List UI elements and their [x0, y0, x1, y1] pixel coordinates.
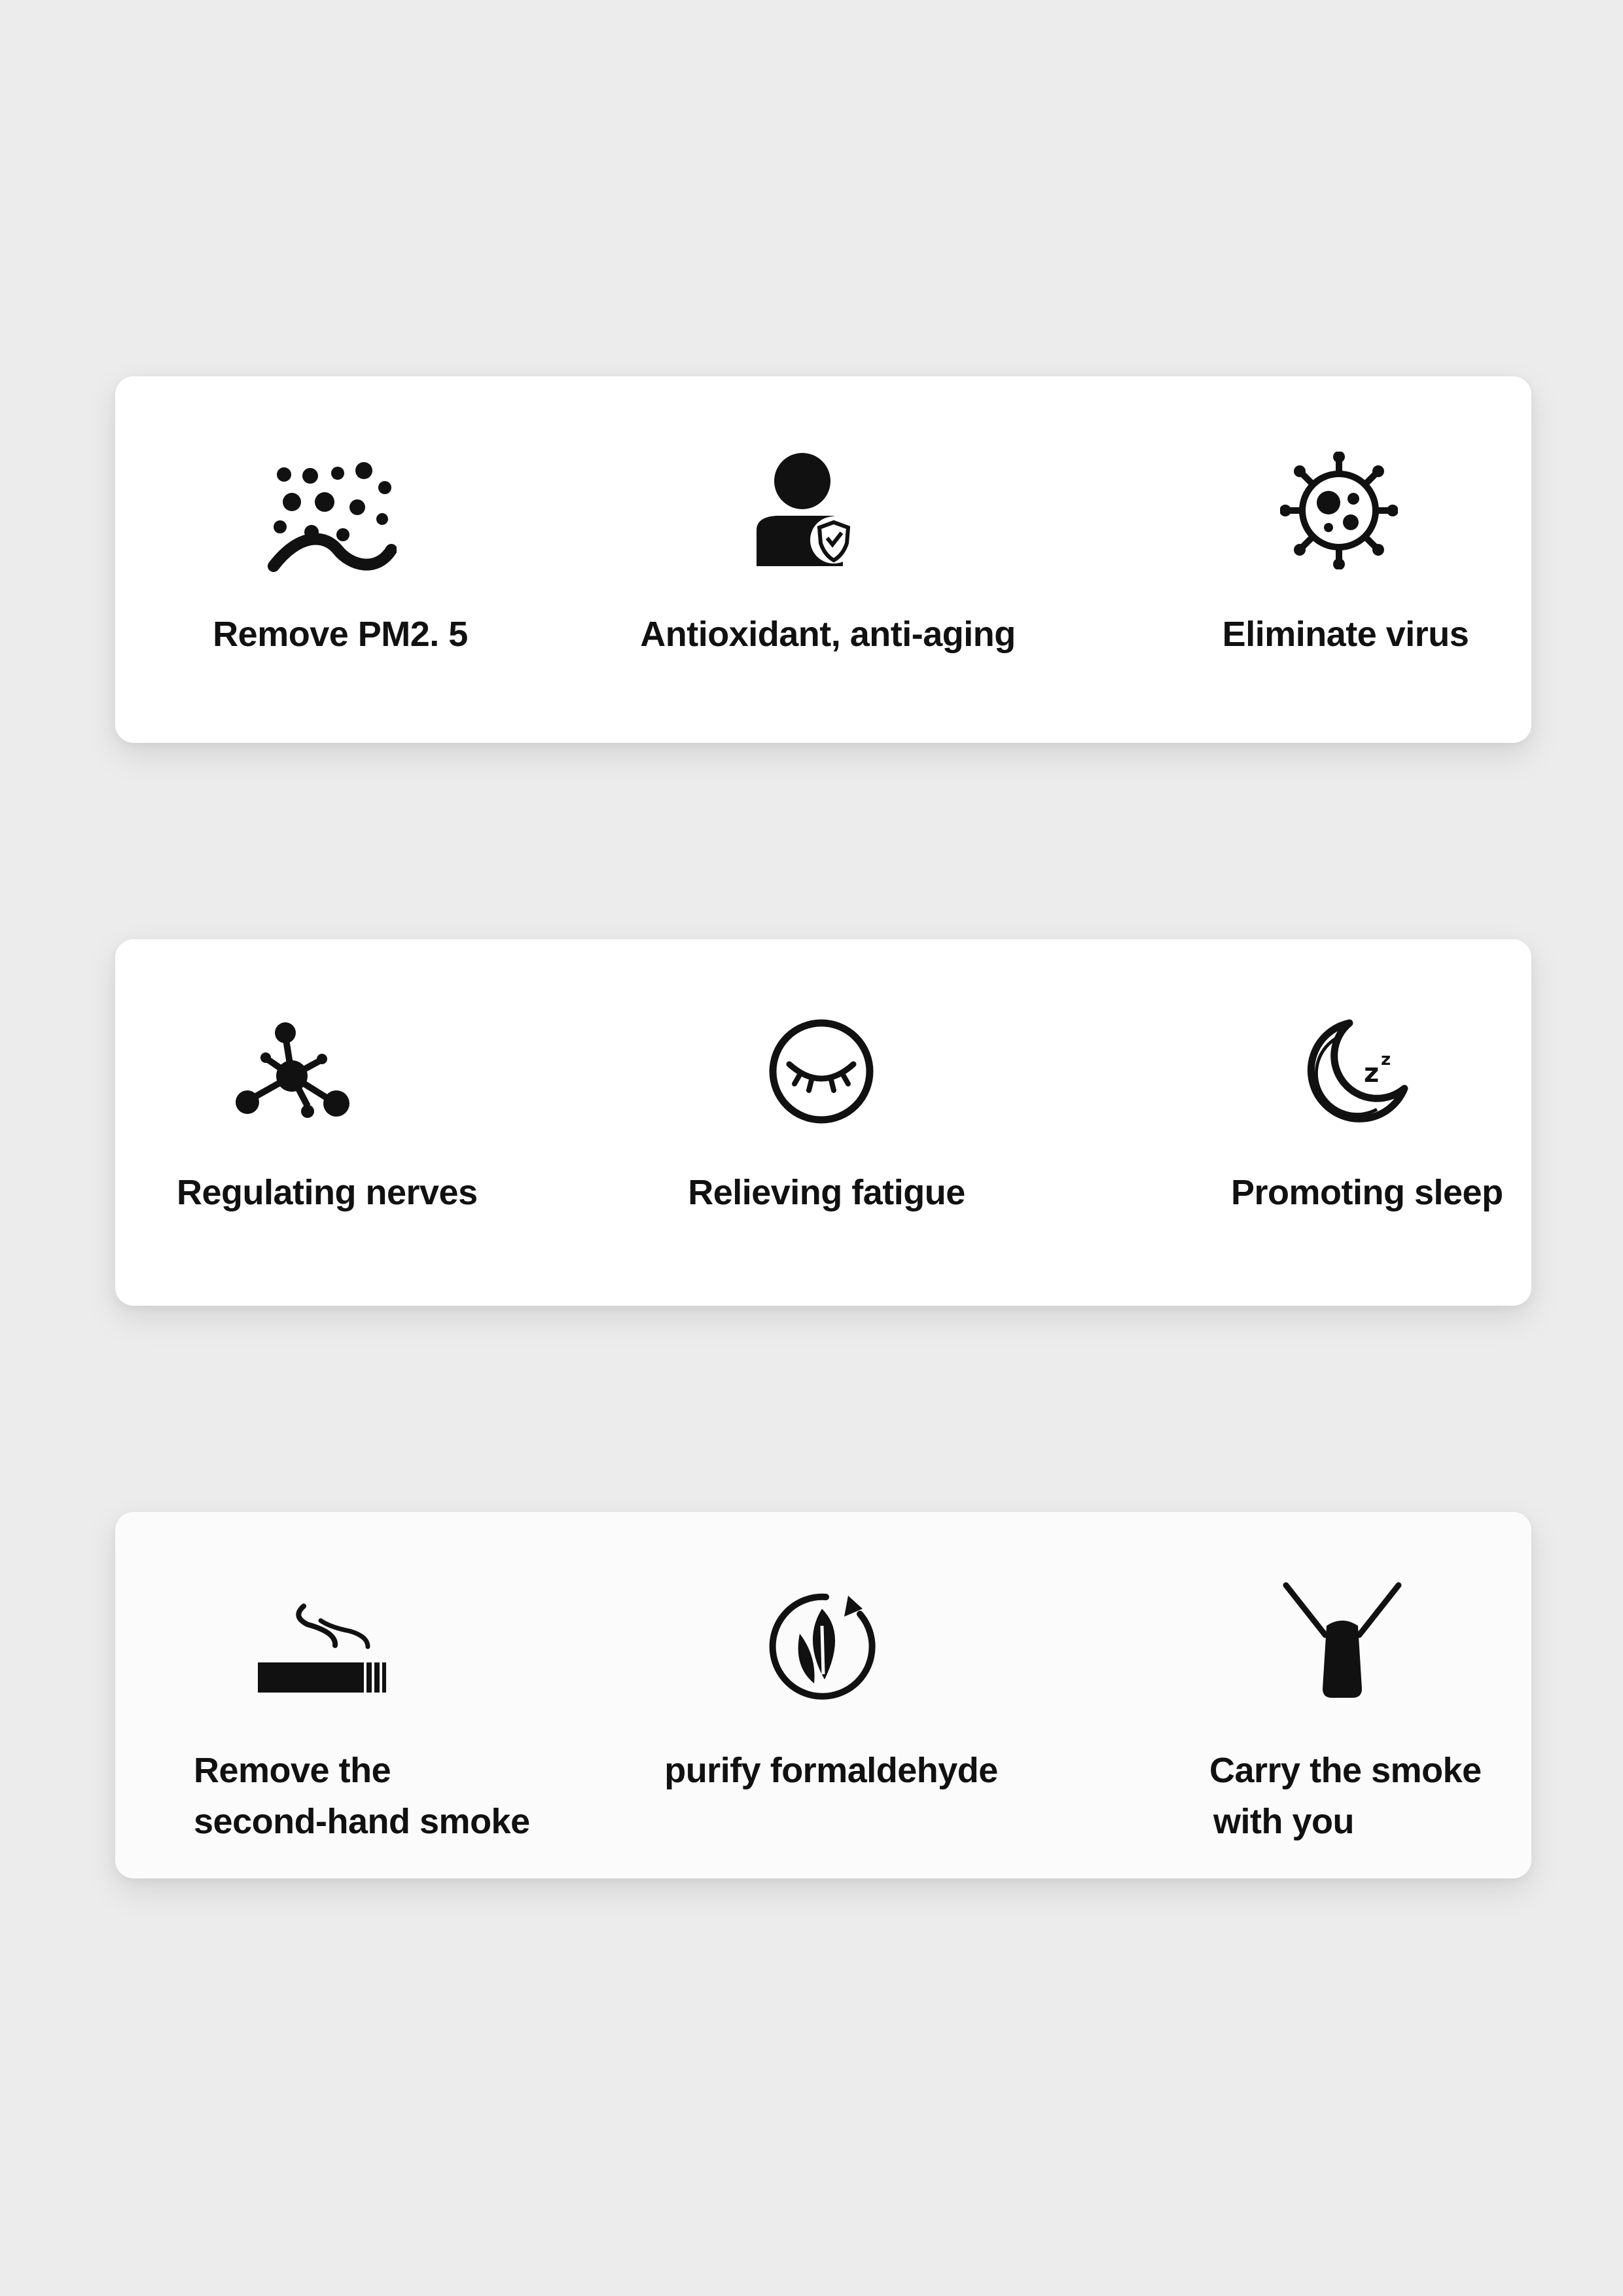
label-relieving-fatigue: Relieving fatigue [688, 1173, 965, 1212]
label-purify-formaldehyde: purify formaldehyde [664, 1751, 998, 1790]
label-smoke-line1: Remove the [194, 1751, 391, 1790]
label-regulating-nerves: Regulating nerves [177, 1173, 478, 1212]
leaf-cycle-icon [762, 1588, 880, 1706]
label-smoke-line2: second-hand smoke [194, 1802, 530, 1841]
svg-text:z: z [1381, 1050, 1391, 1069]
particles-icon [266, 461, 397, 586]
feature-card-2 [115, 939, 1531, 1306]
label-promoting-sleep: Promoting sleep [1231, 1173, 1503, 1212]
moon-sleep-icon [1298, 1018, 1410, 1129]
feature-card-3 [115, 1512, 1531, 1878]
label-carry-line1: Carry the smoke [1209, 1751, 1482, 1790]
feature-card-1 [115, 376, 1531, 743]
cigarette-smoke-icon [258, 1597, 389, 1702]
pendant-icon [1277, 1580, 1408, 1704]
label-carry-line2: with you [1213, 1802, 1354, 1841]
label-remove-pm25: Remove PM2. 5 [213, 615, 468, 654]
person-shield-icon [757, 452, 861, 566]
closed-eye-icon [766, 1016, 877, 1127]
label-eliminate-virus: Eliminate virus [1222, 615, 1469, 654]
virus-icon [1280, 452, 1398, 569]
svg-text:z: z [1364, 1058, 1380, 1088]
molecule-icon [234, 1021, 352, 1126]
label-antioxidant: Antioxidant, anti-aging [640, 615, 1016, 654]
